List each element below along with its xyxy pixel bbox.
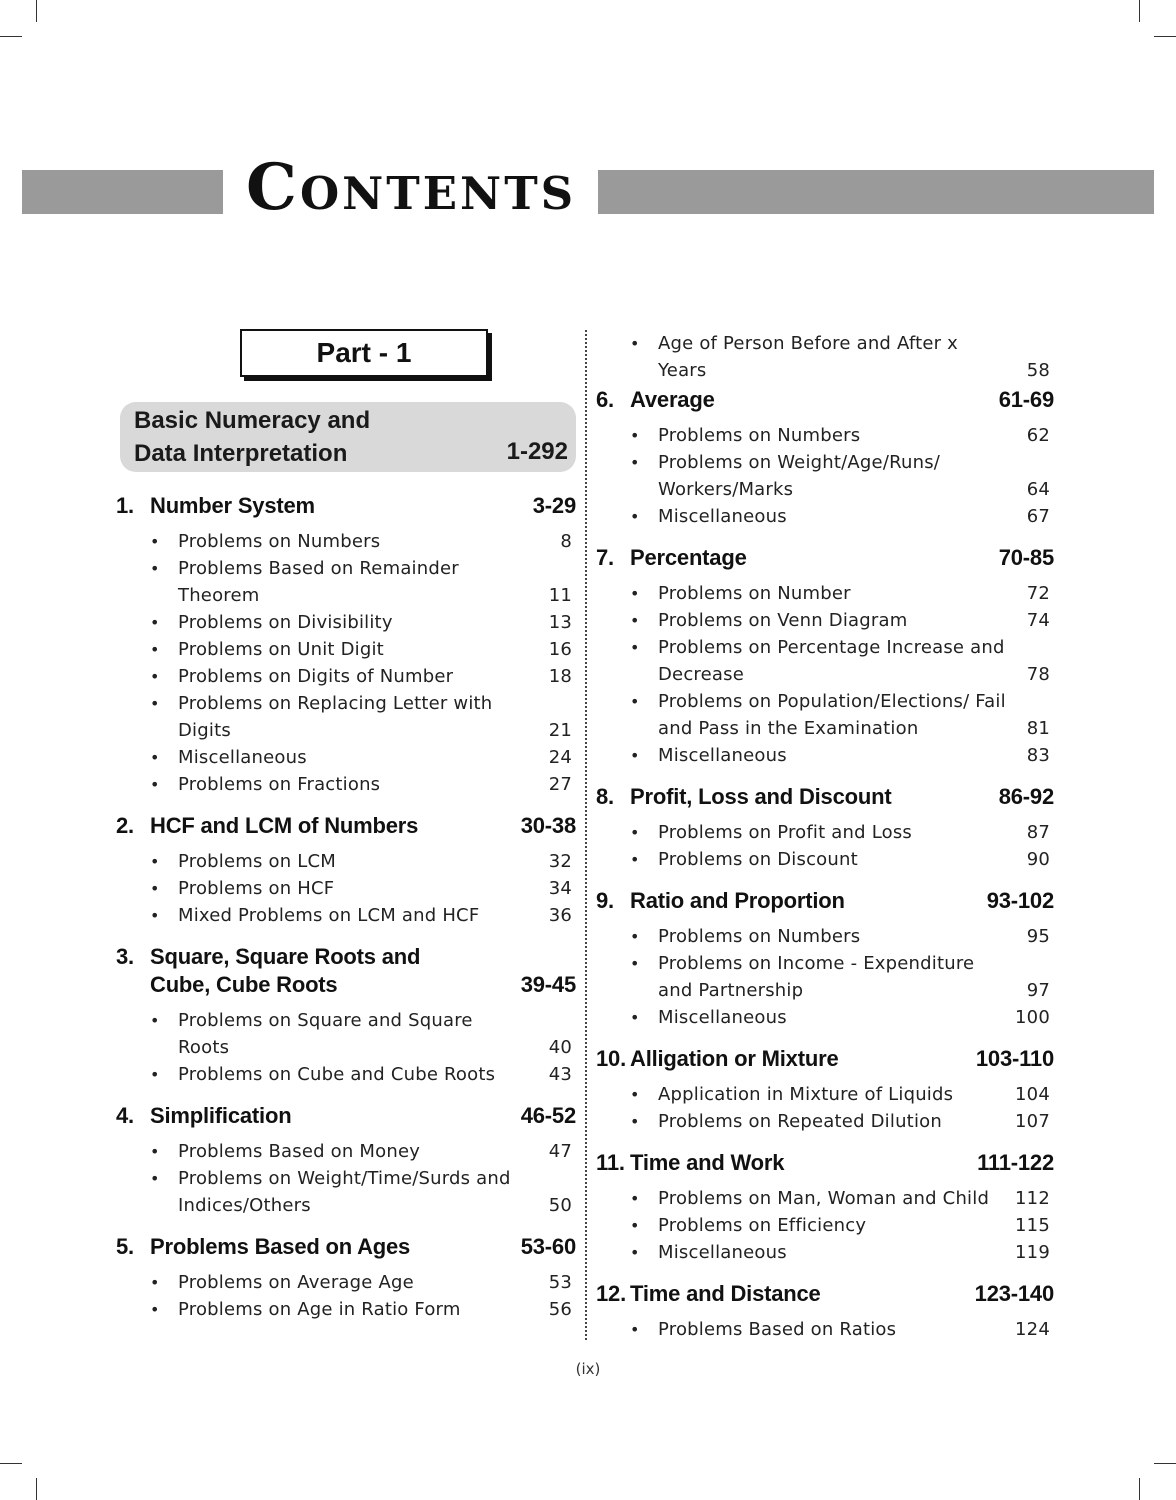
topic-title: • Problems on Discount bbox=[658, 849, 858, 870]
topic-title: • Problems on Repeated Dilution bbox=[658, 1111, 942, 1132]
topic-list bbox=[116, 528, 576, 798]
topic-page: 107 bbox=[1015, 1111, 1050, 1132]
section-range: 1-292 bbox=[506, 438, 568, 465]
topic-title: • Problems on Percentage Increase and Decrease bbox=[658, 637, 1005, 685]
chapter-number: 9. bbox=[596, 888, 614, 913]
topic-page: 58 bbox=[1026, 360, 1050, 381]
chapter-page-range: 46-52 bbox=[520, 1103, 576, 1128]
chapter-number: 4. bbox=[116, 1103, 134, 1128]
toc-topic[interactable] bbox=[116, 609, 576, 636]
topic-list bbox=[116, 1138, 576, 1219]
topic-title: • Problems on Venn Diagram bbox=[658, 610, 908, 631]
crop-mark bbox=[0, 1463, 22, 1464]
topic-title: • Problems on Profit and Loss bbox=[658, 822, 912, 843]
topic-page: 32 bbox=[548, 851, 572, 872]
toc-topic[interactable] bbox=[596, 1316, 1054, 1343]
toc-topic[interactable] bbox=[596, 1212, 1054, 1239]
chapter-title: Number System bbox=[150, 493, 315, 518]
topic-title: • Problems Based on Remainder Theorem bbox=[178, 558, 459, 606]
toc-topic[interactable] bbox=[596, 1185, 1054, 1212]
topic-page: 18 bbox=[548, 666, 572, 687]
topic-page: 72 bbox=[1026, 583, 1050, 604]
chapter-title: Profit, Loss and Discount bbox=[630, 784, 892, 809]
toc-topic[interactable] bbox=[116, 528, 576, 555]
chapter-page-range: 53-60 bbox=[520, 1234, 576, 1259]
topic-title: • Problems on LCM bbox=[178, 851, 336, 872]
topic-title: • Problems on Income - Expenditure and Partnership bbox=[658, 953, 975, 1001]
topic-list bbox=[596, 580, 1054, 769]
section-title: Basic Numeracy and Data Interpretation bbox=[134, 407, 371, 467]
chapter-number: 5. bbox=[116, 1234, 134, 1259]
chapter-number: 10. bbox=[596, 1046, 626, 1071]
topic-title: • Problems on Numbers bbox=[658, 425, 861, 446]
toc-topic[interactable] bbox=[596, 1081, 1054, 1108]
chapter-heading[interactable] bbox=[596, 1149, 1054, 1177]
topic-title: • Problems on Weight/Age/Runs/ Workers/Marks bbox=[658, 452, 941, 500]
topic-title: • Application in Mixture of Liquids bbox=[658, 1084, 954, 1105]
toc-chapter bbox=[596, 544, 1054, 769]
topic-page: 112 bbox=[1015, 1188, 1050, 1209]
toc-topic[interactable] bbox=[596, 503, 1054, 530]
chapter-page-range: 70-85 bbox=[998, 545, 1054, 570]
toc-topic[interactable] bbox=[116, 875, 576, 902]
toc-chapter bbox=[116, 492, 576, 798]
chapter-number: 3. bbox=[116, 944, 134, 969]
topic-page: 64 bbox=[1026, 479, 1050, 500]
topic-page: 56 bbox=[548, 1299, 572, 1320]
topic-title: • Problems on Efficiency bbox=[658, 1215, 867, 1236]
topic-page: 115 bbox=[1015, 1215, 1050, 1236]
topic-title: • Problems Based on Money bbox=[178, 1141, 421, 1162]
chapter-title: Ratio and Proportion bbox=[630, 888, 845, 913]
topic-list bbox=[596, 819, 1054, 873]
topic-page: 8 bbox=[560, 531, 572, 552]
topic-page: 67 bbox=[1026, 506, 1050, 527]
carry-over-topics bbox=[596, 330, 1054, 384]
chapter-title: HCF and LCM of Numbers bbox=[150, 813, 419, 838]
crop-mark bbox=[36, 0, 37, 22]
topic-page: 16 bbox=[548, 639, 572, 660]
topic-page: 95 bbox=[1026, 926, 1050, 947]
topic-page: 53 bbox=[548, 1272, 572, 1293]
toc-chapter bbox=[596, 783, 1054, 873]
toc-chapter bbox=[116, 1233, 576, 1323]
topic-page: 27 bbox=[548, 774, 572, 795]
topic-title: • Miscellaneous bbox=[658, 1242, 787, 1263]
chapter-page-range: 61-69 bbox=[998, 387, 1054, 412]
page-title: Contents bbox=[246, 150, 577, 225]
topic-title: • Problems on Man, Woman and Child bbox=[658, 1188, 990, 1209]
toc-topic[interactable] bbox=[596, 449, 1054, 503]
toc-right-column bbox=[596, 330, 1054, 1357]
chapter-heading[interactable] bbox=[116, 1233, 576, 1261]
topic-title: • Problems on Square and Square Roots bbox=[178, 1010, 473, 1058]
chapter-title: Time and Work bbox=[630, 1150, 785, 1175]
topic-page: 36 bbox=[548, 905, 572, 926]
toc-topic[interactable] bbox=[116, 555, 576, 609]
topic-title: • Problems on Number bbox=[658, 583, 851, 604]
topic-page: 100 bbox=[1015, 1007, 1050, 1028]
chapter-page-range: 86-92 bbox=[998, 784, 1054, 809]
crop-mark bbox=[1139, 0, 1140, 22]
toc-topic[interactable] bbox=[116, 902, 576, 929]
toc-topic[interactable] bbox=[116, 1138, 576, 1165]
chapter-title: Time and Distance bbox=[630, 1281, 821, 1306]
topic-page: 47 bbox=[548, 1141, 572, 1162]
chapter-number: 12. bbox=[596, 1281, 626, 1306]
topic-title: • Miscellaneous bbox=[658, 1007, 787, 1028]
crop-mark bbox=[0, 36, 22, 37]
topic-page: 87 bbox=[1026, 822, 1050, 843]
chapter-heading[interactable] bbox=[116, 492, 576, 520]
topic-title: • Miscellaneous bbox=[658, 745, 787, 766]
topic-page: 78 bbox=[1026, 664, 1050, 685]
section-heading bbox=[120, 402, 576, 472]
chapter-number: 8. bbox=[596, 784, 614, 809]
toc-topic[interactable] bbox=[116, 1007, 576, 1061]
toc-topic[interactable] bbox=[596, 742, 1054, 769]
topic-title: • Problems on Weight/Time/Surds and Indices/Others bbox=[178, 1168, 511, 1216]
crop-mark bbox=[36, 1478, 37, 1500]
topic-list bbox=[596, 422, 1054, 530]
toc-topic[interactable] bbox=[596, 607, 1054, 634]
chapter-page-range: 93-102 bbox=[986, 888, 1054, 913]
toc-topic[interactable] bbox=[116, 1165, 576, 1219]
topic-list bbox=[596, 1081, 1054, 1135]
chapter-page-range: 123-140 bbox=[974, 1281, 1054, 1306]
topic-title: • Problems on Digits of Number bbox=[178, 666, 454, 687]
chapter-number: 6. bbox=[596, 387, 614, 412]
toc-topic[interactable] bbox=[596, 923, 1054, 950]
chapter-title: Square, Square Roots and Cube, Cube Roots bbox=[150, 944, 421, 997]
crop-mark bbox=[1154, 1463, 1176, 1464]
topic-title: • Problems on Fractions bbox=[178, 774, 381, 795]
toc-topic[interactable] bbox=[596, 634, 1054, 688]
topic-page: 40 bbox=[548, 1037, 572, 1058]
topic-title: • Problems on Unit Digit bbox=[178, 639, 384, 660]
topic-page: 24 bbox=[548, 747, 572, 768]
crop-mark bbox=[1139, 1478, 1140, 1500]
topic-title: • Miscellaneous bbox=[178, 747, 307, 768]
topic-page: 97 bbox=[1026, 980, 1050, 1001]
toc-chapter bbox=[596, 1149, 1054, 1266]
toc-chapter bbox=[116, 812, 576, 929]
toc-topic[interactable] bbox=[596, 950, 1054, 1004]
toc-topic[interactable] bbox=[596, 330, 1054, 384]
topic-title: • Miscellaneous bbox=[658, 506, 787, 527]
chapter-heading[interactable] bbox=[596, 1280, 1054, 1308]
chapter-page-range: 39-45 bbox=[520, 972, 576, 997]
header-bar-left bbox=[22, 170, 223, 214]
chapter-heading[interactable] bbox=[596, 544, 1054, 572]
topic-title: • Problems on Population/Elections/ Fail and Pass in the Examination bbox=[658, 691, 1006, 739]
toc-chapter bbox=[596, 887, 1054, 1031]
topic-page: 50 bbox=[548, 1195, 572, 1216]
chapter-title: Percentage bbox=[630, 545, 747, 570]
topic-title: • Problems on Numbers bbox=[178, 531, 381, 552]
toc-chapter bbox=[596, 386, 1054, 530]
topic-title: • Problems on HCF bbox=[178, 878, 335, 899]
toc-topic[interactable] bbox=[596, 1004, 1054, 1031]
toc-topic[interactable] bbox=[116, 1296, 576, 1323]
toc-topic[interactable] bbox=[116, 636, 576, 663]
chapter-title: Problems Based on Ages bbox=[150, 1234, 411, 1259]
toc-topic[interactable] bbox=[116, 771, 576, 798]
topic-title: • Problems Based on Ratios bbox=[658, 1319, 897, 1340]
chapter-number: 2. bbox=[116, 813, 134, 838]
part-label: Part - 1 bbox=[240, 329, 488, 377]
topic-list bbox=[116, 1007, 576, 1088]
topic-title: • Problems on Average Age bbox=[178, 1272, 414, 1293]
toc-chapter bbox=[596, 1280, 1054, 1343]
topic-page: 43 bbox=[548, 1064, 572, 1085]
chapter-title: Alligation or Mixture bbox=[630, 1046, 839, 1071]
toc-topic[interactable] bbox=[116, 848, 576, 875]
chapter-title: Average bbox=[630, 387, 715, 412]
toc-topic[interactable] bbox=[116, 744, 576, 771]
chapter-page-range: 103-110 bbox=[975, 1046, 1054, 1071]
topic-page: 34 bbox=[548, 878, 572, 899]
chapter-heading[interactable] bbox=[596, 783, 1054, 811]
chapter-heading[interactable] bbox=[116, 812, 576, 840]
toc-topic[interactable] bbox=[596, 1239, 1054, 1266]
topic-page: 74 bbox=[1026, 610, 1050, 631]
toc-topic[interactable] bbox=[596, 846, 1054, 873]
topic-page: 83 bbox=[1026, 745, 1050, 766]
toc-topic[interactable] bbox=[596, 1108, 1054, 1135]
topic-page: 11 bbox=[548, 585, 572, 606]
chapter-heading[interactable] bbox=[116, 1102, 576, 1130]
chapter-number: 11. bbox=[596, 1150, 625, 1175]
toc-topic[interactable] bbox=[596, 422, 1054, 449]
toc-topic[interactable] bbox=[116, 1061, 576, 1088]
topic-title: • Problems on Age in Ratio Form bbox=[178, 1299, 461, 1320]
column-divider bbox=[585, 330, 587, 1340]
topic-title: • Problems on Cube and Cube Roots bbox=[178, 1064, 496, 1085]
chapter-heading[interactable] bbox=[116, 943, 576, 999]
chapter-page-range: 3-29 bbox=[532, 493, 576, 518]
topic-list bbox=[596, 1316, 1054, 1343]
topic-page: 21 bbox=[548, 720, 572, 741]
topic-page: 124 bbox=[1015, 1319, 1050, 1340]
topic-list bbox=[116, 1269, 576, 1323]
toc-topic[interactable] bbox=[116, 690, 576, 744]
chapter-title: Simplification bbox=[150, 1103, 292, 1128]
topic-list bbox=[596, 923, 1054, 1031]
topic-title: • Age of Person Before and After x Years bbox=[658, 333, 958, 381]
toc-left-column bbox=[116, 492, 576, 1337]
topic-page: 13 bbox=[548, 612, 572, 633]
toc-chapter bbox=[596, 1045, 1054, 1135]
topic-list bbox=[116, 848, 576, 929]
toc-topic[interactable] bbox=[596, 580, 1054, 607]
topic-title: • Problems on Numbers bbox=[658, 926, 861, 947]
chapter-page-range: 30-38 bbox=[520, 813, 576, 838]
toc-topic[interactable] bbox=[116, 663, 576, 690]
toc-topic[interactable] bbox=[116, 1269, 576, 1296]
chapter-heading[interactable] bbox=[596, 1045, 1054, 1073]
topic-page: 90 bbox=[1026, 849, 1050, 870]
topic-title: • Problems on Divisibility bbox=[178, 612, 393, 633]
toc-chapter bbox=[116, 943, 576, 1088]
toc-topic[interactable] bbox=[596, 819, 1054, 846]
chapter-page-range: 111-122 bbox=[977, 1150, 1054, 1175]
chapter-number: 7. bbox=[596, 545, 614, 570]
topic-page: 119 bbox=[1015, 1242, 1050, 1263]
toc-topic[interactable] bbox=[596, 688, 1054, 742]
topic-title: • Mixed Problems on LCM and HCF bbox=[178, 905, 480, 926]
chapter-heading[interactable] bbox=[596, 887, 1054, 915]
chapter-number: 1. bbox=[116, 493, 134, 518]
topic-page: 62 bbox=[1026, 425, 1050, 446]
toc-chapter bbox=[116, 1102, 576, 1219]
page-number: (ix) bbox=[575, 1360, 601, 1378]
chapter-heading[interactable] bbox=[596, 386, 1054, 414]
topic-page: 81 bbox=[1026, 718, 1050, 739]
topic-title: • Problems on Replacing Letter with Digits bbox=[178, 693, 493, 741]
header-bar-right bbox=[598, 170, 1154, 214]
topic-list bbox=[596, 1185, 1054, 1266]
crop-mark bbox=[1154, 36, 1176, 37]
topic-page: 104 bbox=[1015, 1084, 1050, 1105]
